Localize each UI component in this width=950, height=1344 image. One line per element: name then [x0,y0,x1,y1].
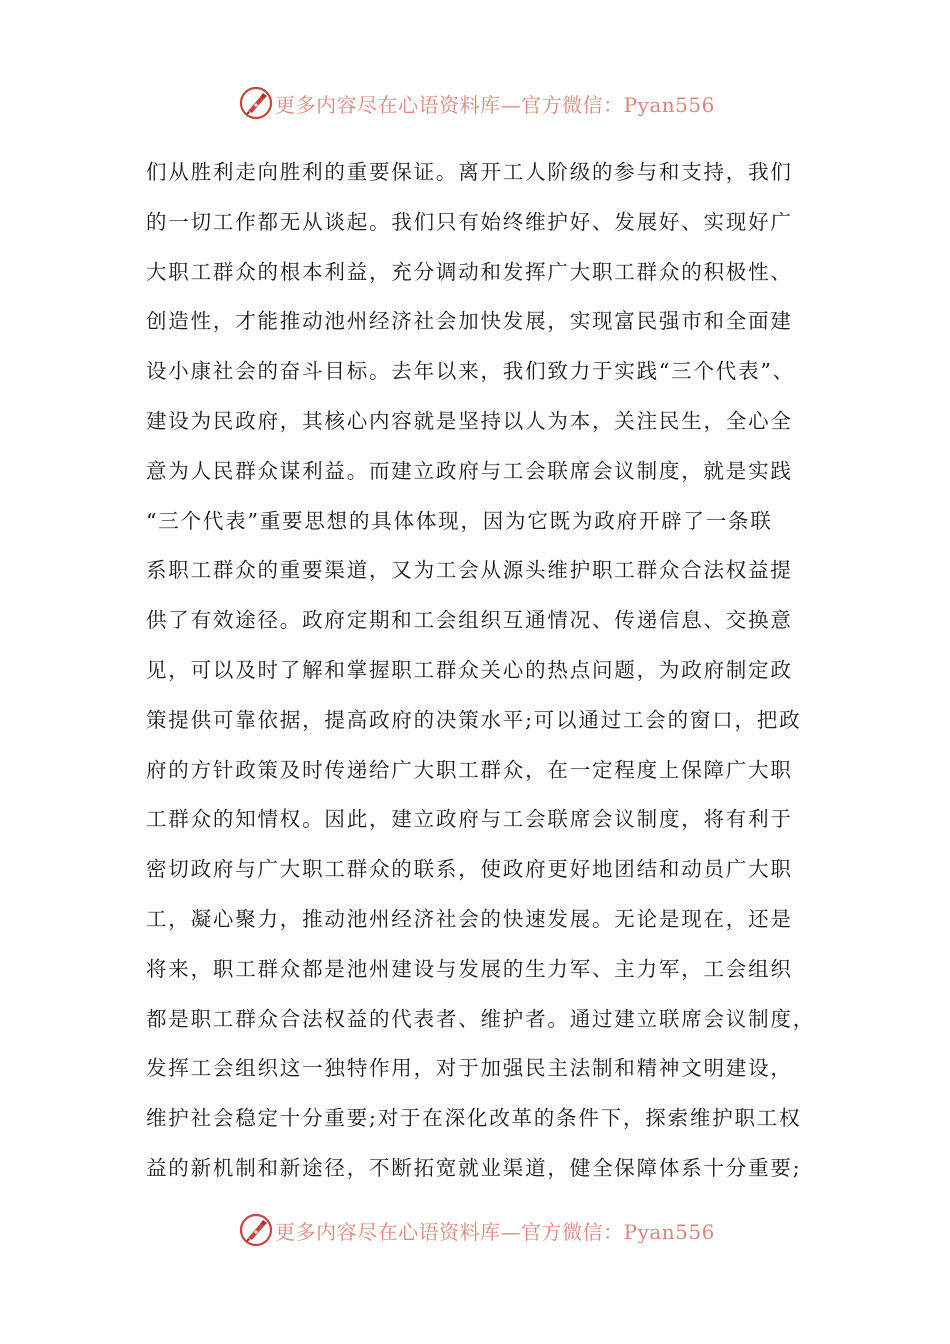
text-line: 都是职工群众合法权益的代表者、维护者。通过建立联席会议制度， [146,1006,815,1031]
text-line: 策提供可靠依据，提高政府的决策水平;可以通过工会的窗口，把政 [146,707,802,732]
text-line: 们从胜利走向胜利的重要保证。离开工人阶级的参与和支持，我们 [146,160,793,184]
header-banner-inner [239,86,715,120]
text-line: 建设为民政府，其核心内容就是坚持以人为本，关注民生，全心全 [146,408,793,433]
footer-banner [0,1210,950,1250]
text-line: 设小康社会的奋斗目标。去年以来，我们致力于实践“三个代表”、 [146,359,795,384]
text-line: 维护社会稳定十分重要;对于在深化改革的条件下，探索维护职工权 [146,1106,802,1131]
text-line: 大职工群众的根本利益，充分调动和发挥广大职工群众的积极性、 [146,259,793,284]
text-line: 发挥工会组织这一独特作用，对于加强民主法制和精神文明建设， [146,1056,793,1081]
text-line: “三个代表”重要思想的具体体现，因为它既为政府开辟了一条联 [146,508,773,533]
header-banner [0,83,950,123]
text-line: 系职工群众的重要渠道，又为工会从源头维护职工群众合法权益提 [146,558,793,583]
text-line: 创造性，才能推动池州经济社会加快发展，实现富民强市和全面建 [146,309,793,334]
text-line: 密切政府与广大职工群众的联系，使政府更好地团结和动员广大职 [146,857,793,882]
header-banner-text: 更多内容尽在心语资料库—官方微信：Pyan556 [275,92,715,117]
text-line: 益的新机制和新途径，不断拓宽就业渠道，健全保障体系十分重要; [146,1155,802,1180]
text-line: 的一切工作都无从谈起。我们只有始终维护好、发展好、实现好广 [146,209,793,234]
text-line: 将来，职工群众都是池州建设与发展的生力军、主力军，工会组织 [146,956,793,981]
text-line: 工群众的知情权。因此，建立政府与工会联席会议制度，将有利于 [146,807,793,832]
footer-banner-inner [239,1213,715,1247]
text-line: 工，凝心聚力，推动池州经济社会的快速发展。无论是现在，还是 [146,906,793,931]
pen-nib-icon [239,1213,273,1247]
text-line: 见，可以及时了解和掌握职工群众关心的热点问题，为政府制定政 [146,657,793,682]
text-line: 供了有效途径。政府定期和工会组织互通情况、传递信息、交换意 [146,608,793,633]
footer-banner-text: 更多内容尽在心语资料库—官方微信：Pyan556 [275,1219,715,1244]
document-body [146,148,816,1194]
pen-nib-icon [239,86,273,120]
text-line: 意为人民群众谋利益。而建立政府与工会联席会议制度，就是实践 [146,458,793,483]
text-line: 府的方针政策及时传递给广大职工群众，在一定程度上保障广大职 [146,757,793,782]
